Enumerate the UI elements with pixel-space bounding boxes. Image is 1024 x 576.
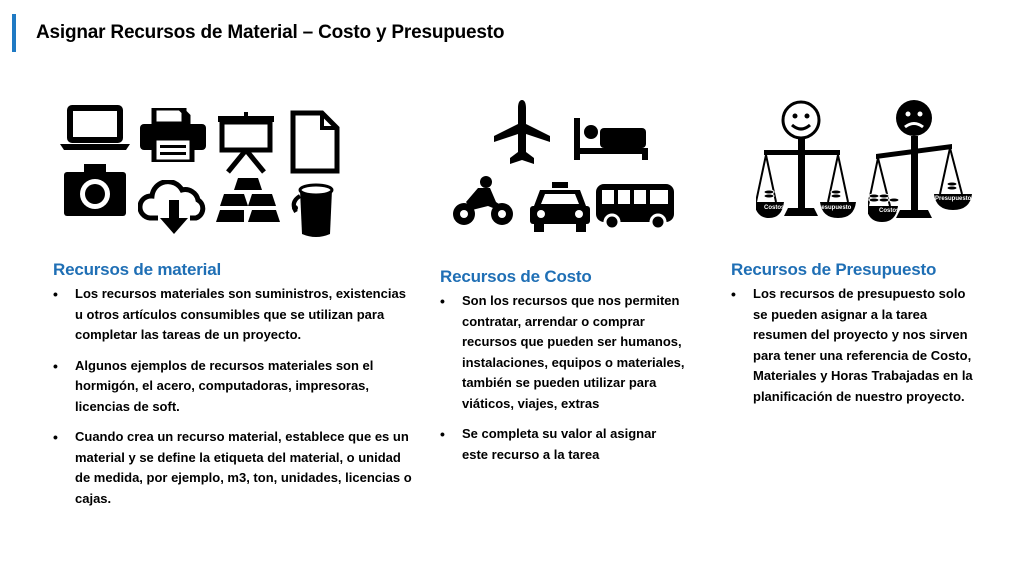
cost-heading: Recursos de Costo — [440, 267, 592, 286]
paint-bucket-icon — [290, 180, 342, 238]
title-accent-bar — [12, 14, 16, 52]
sad-face-scale-icon — [868, 96, 978, 224]
material-resources-section — [53, 260, 413, 519]
motorcycle-icon — [452, 176, 514, 228]
list-item: • Algunos ejemplos de recursos materiales son el hormigón, el acero, computadoras, impresoras, licencias de soft. — [53, 356, 413, 418]
gold-bars-icon — [216, 178, 280, 222]
budget-list — [731, 284, 976, 407]
budget-resources-section — [731, 260, 976, 417]
bed-icon — [574, 118, 648, 160]
list-item: • Se completa su valor al asignar este recurso a la tarea — [440, 424, 685, 465]
list-item: • Cuando crea un recurso material, establece que es un material y se define la etiqueta del material, o unidad de medida, por ejemplo, m3, ton, unidades, licencias o cajas. — [53, 427, 413, 509]
cost-list — [440, 291, 685, 465]
page-title: Asignar Recursos de Material – Costo y Presupuesto — [36, 22, 505, 43]
happy-face-scale-icon — [756, 98, 862, 222]
printer-icon — [140, 108, 206, 162]
scale-left-budget-label: Presupuesto — [815, 205, 852, 211]
scale-left-costs-label: Costos — [764, 205, 785, 211]
scale-right-budget-label: Presupuesto — [935, 196, 972, 202]
cost-resources-section — [440, 267, 685, 475]
presentation-board-icon — [216, 112, 276, 174]
document-icon — [290, 110, 340, 174]
scale-right-costs-label: Costos — [879, 208, 900, 214]
list-item: • Los recursos materiales son suministros, existencias u otros artículos consumibles que se utilizan para completar las tareas de un proyecto. — [53, 284, 413, 346]
budget-heading: Recursos de Presupuesto — [731, 260, 937, 279]
material-list — [53, 284, 413, 509]
material-heading: Recursos de material — [53, 260, 221, 279]
laptop-icon — [60, 104, 130, 152]
camera-icon — [64, 164, 126, 216]
bus-icon — [596, 184, 674, 230]
list-item: • Son los recursos que nos permiten contratar, arrendar o comprar recursos que pueden ser humanos, instalaciones, equipos o materiales, también se pueden utilizar para viáticos, viajes, extras — [440, 291, 685, 414]
cloud-download-icon — [138, 180, 210, 236]
airplane-icon — [494, 100, 550, 166]
list-item: • Los recursos de presupuesto solo se pueden asignar a la tarea resumen del proyecto y nos sirven para tener una referencia de Costo, Materiales y Horas Trabajadas en la planificación de nuestro proyecto. — [731, 284, 976, 407]
taxi-icon — [530, 182, 590, 232]
